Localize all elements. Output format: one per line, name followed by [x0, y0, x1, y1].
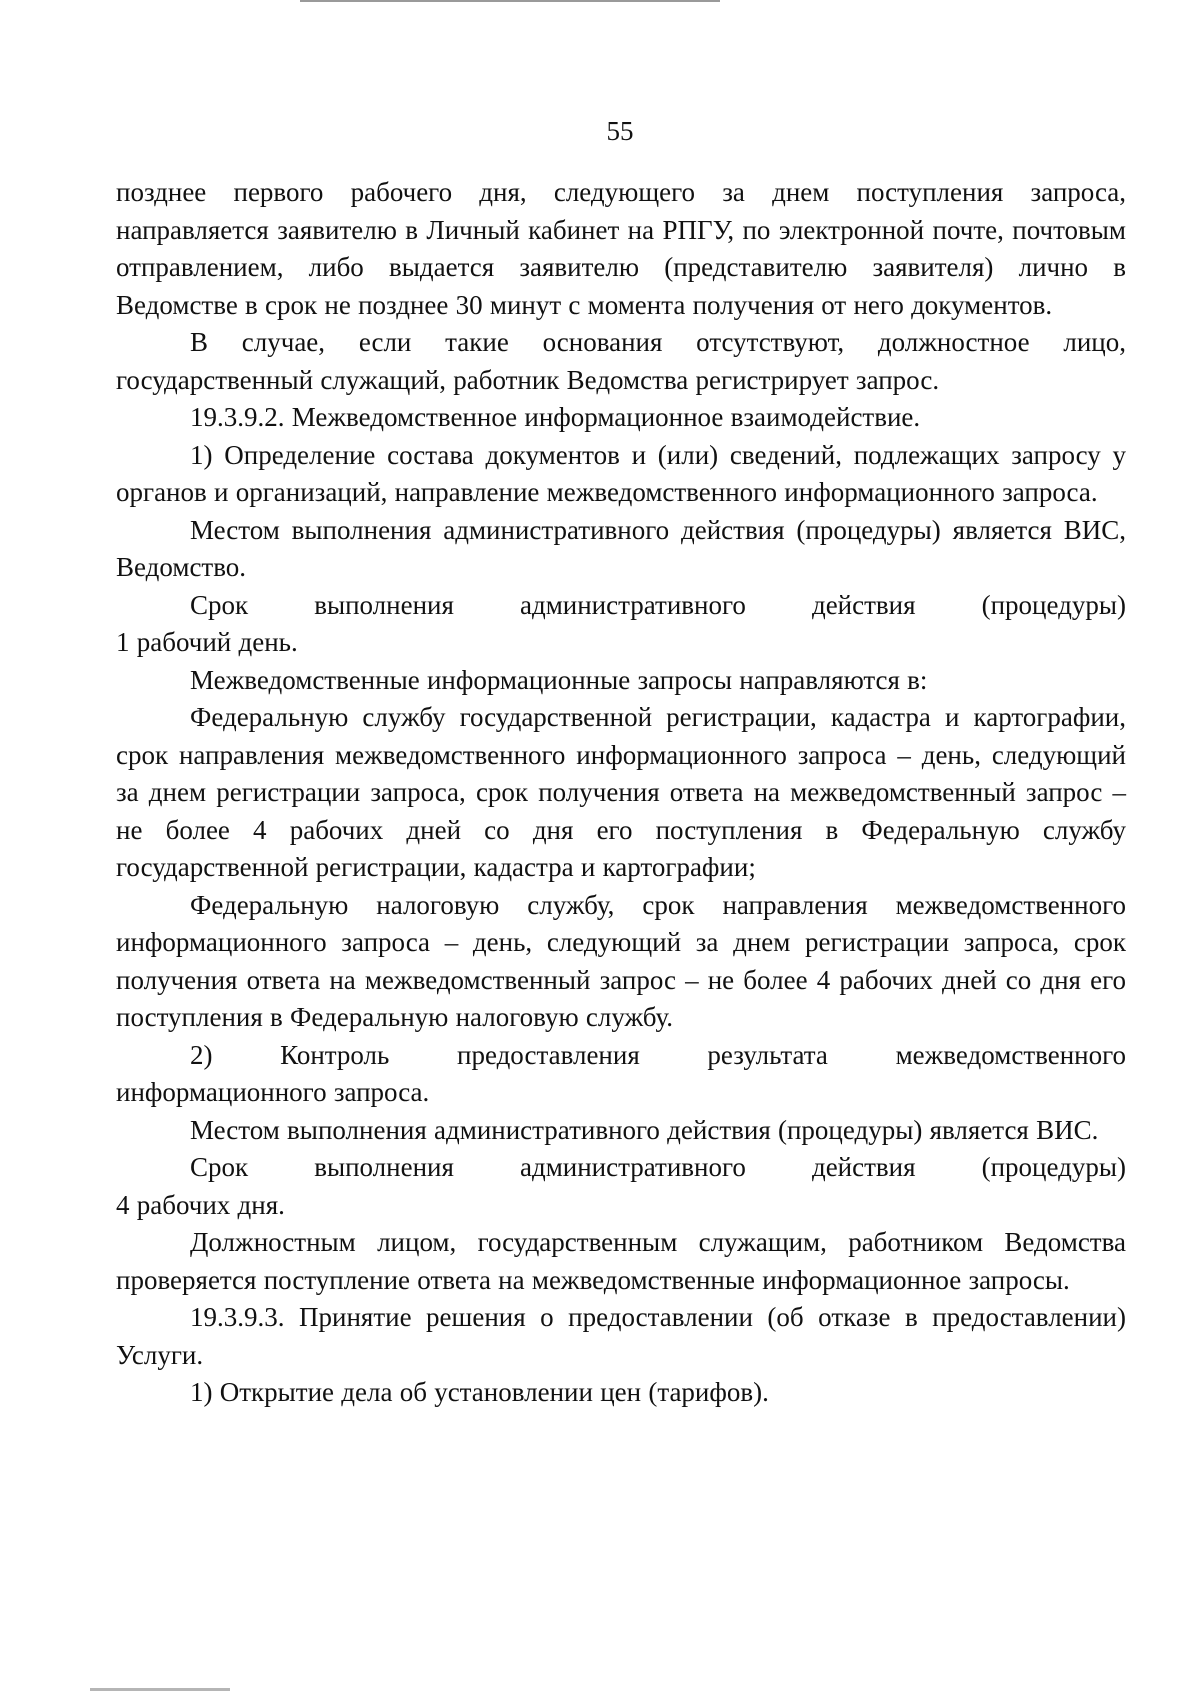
paragraph-continuation: позднее первого рабочего дня, следующего за днем поступления запроса, направляется заявителю в Личный кабинет на РПГУ, по электронной почте, почтовым отправлением, либо выдается заявителю (представителю заявителя) лично в Ведомстве в срок не позднее 30 минут с момента получения от него документов.	[116, 177, 1126, 320]
paragraph-term-label: Срок выполнения административного действия (процедуры)	[190, 589, 1126, 620]
section-heading-19-3-9-3: 19.3.9.3. Принятие решения о предоставлении (об отказе в предоставлении) Услуги.	[116, 1302, 1126, 1370]
section-heading-19-3-9-2: 19.3.9.2. Межведомственное информационное взаимодействие.	[190, 402, 921, 432]
paragraph-rosreestr: Федеральную службу государственной регистрации, кадастра и картографии, срок направления межведомственного информационного запроса – день, следующий за днем регистрации запроса, срок получения ответа на межведомственный запрос – не более 4 рабочих дней со дня его поступления в Федеральную службу государственной регистрации, кадастра и картографии;	[116, 702, 1126, 882]
paragraph-step-open-case: 1) Открытие дела об установлении цен (тарифов).	[190, 1377, 769, 1407]
scan-edge-top	[300, 0, 720, 2]
paragraph-term-value: 1 рабочий день.	[116, 627, 298, 657]
paragraph-step-2-continued: информационного запроса.	[116, 1077, 430, 1107]
paragraph-place-2: Местом выполнения административного действия (процедуры) является ВИС.	[190, 1114, 1099, 1145]
paragraph-registration: В случае, если такие основания отсутствуют, должностное лицо, государственный служащий, работник Ведомства регистрирует запрос.	[116, 327, 1126, 395]
paragraph-term-value-2: 4 рабочих дня.	[116, 1189, 285, 1220]
paragraph-response-check: Должностным лицом, государственным служащим, работником Ведомства проверяется поступление ответа на межведомственные информационное запросы.	[116, 1227, 1126, 1295]
paragraph-term-label-2: Срок выполнения административного действия (процедуры)	[190, 1152, 1126, 1182]
paragraph-place: Местом выполнения административного действия (процедуры) является ВИС, Ведомство.	[116, 514, 1126, 582]
paragraph-requests-sent: Межведомственные информационные запросы направляются в:	[190, 664, 928, 695]
page-number: 55	[606, 116, 634, 146]
document-body	[116, 174, 1126, 1412]
paragraph-step-1: 1) Определение состава документов и (или) сведений, подлежащих запросу у органов и организаций, направление межведомственного информационного запроса.	[116, 439, 1126, 507]
scan-edge-bottom	[90, 1688, 230, 1691]
paragraph-tax-service: Федеральную налоговую службу, срок направления межведомственного информационного запроса – день, следующий за днем регистрации запроса, срок получения ответа на межведомственный запрос – не более 4 рабочих дней со дня его поступления в Федеральную налоговую службу.	[116, 889, 1126, 1032]
paragraph-step-2: 2) Контроль предоставления результата межведомственного	[190, 1039, 1126, 1070]
